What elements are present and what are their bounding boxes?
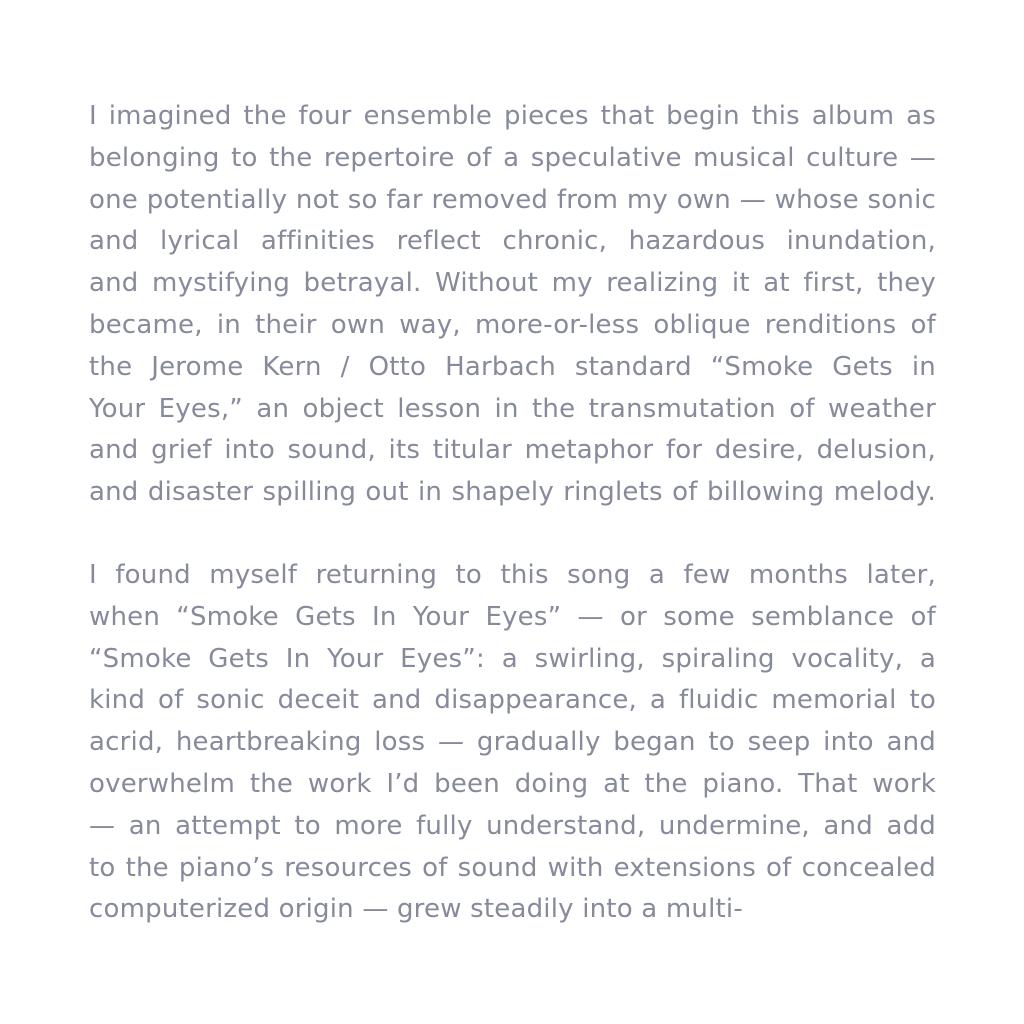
text-line: became, in their own way, more-or-less oblique renditions of xyxy=(89,309,936,340)
text-line: when “Smoke Gets In Your Eyes” — or some semblance of xyxy=(89,601,936,632)
text-line: I imagined the four ensemble pieces that begin this album as xyxy=(89,101,936,131)
text-line: and grief into sound, its titular metaphor for desire, delusion, xyxy=(89,435,936,466)
text-line: “Smoke Gets In Your Eyes”: a swirling, spiraling vocality, a xyxy=(89,643,936,674)
text-line: I found myself returning to this song a few months later, xyxy=(89,559,936,590)
text-line: overwhelm the work I’d been doing at the piano. That work xyxy=(89,768,936,799)
text-line: and mystifying betrayal. Without my realizing it at first, they xyxy=(89,268,936,299)
paragraph-1 xyxy=(89,96,936,514)
paragraph-2 xyxy=(89,555,936,931)
text-line: and disaster spilling out in shapely ringlets of billowing melody. xyxy=(89,477,936,508)
text-line: to the piano’s resources of sound with extensions of concealed xyxy=(89,852,936,883)
text-line: kind of sonic deceit and disappearance, a fluidic memorial to xyxy=(89,685,936,716)
text-page xyxy=(89,96,936,931)
text-line: the Jerome Kern / Otto Harbach standard “Smoke Gets in xyxy=(89,351,936,382)
text-line: computerized origin — grew steadily into a multi- xyxy=(89,894,743,925)
text-line: Your Eyes,” an object lesson in the transmutation of weather xyxy=(89,393,936,424)
text-line: — an attempt to more fully understand, undermine, and add xyxy=(89,810,936,841)
text-line: acrid, heartbreaking loss — gradually began to seep into and xyxy=(89,727,936,758)
text-line: one potentially not so far removed from my own — whose sonic xyxy=(89,184,936,215)
text-line: belonging to the repertoire of a speculative musical culture — xyxy=(89,142,936,173)
text-line: and lyrical affinities reflect chronic, hazardous inundation, xyxy=(89,226,936,257)
